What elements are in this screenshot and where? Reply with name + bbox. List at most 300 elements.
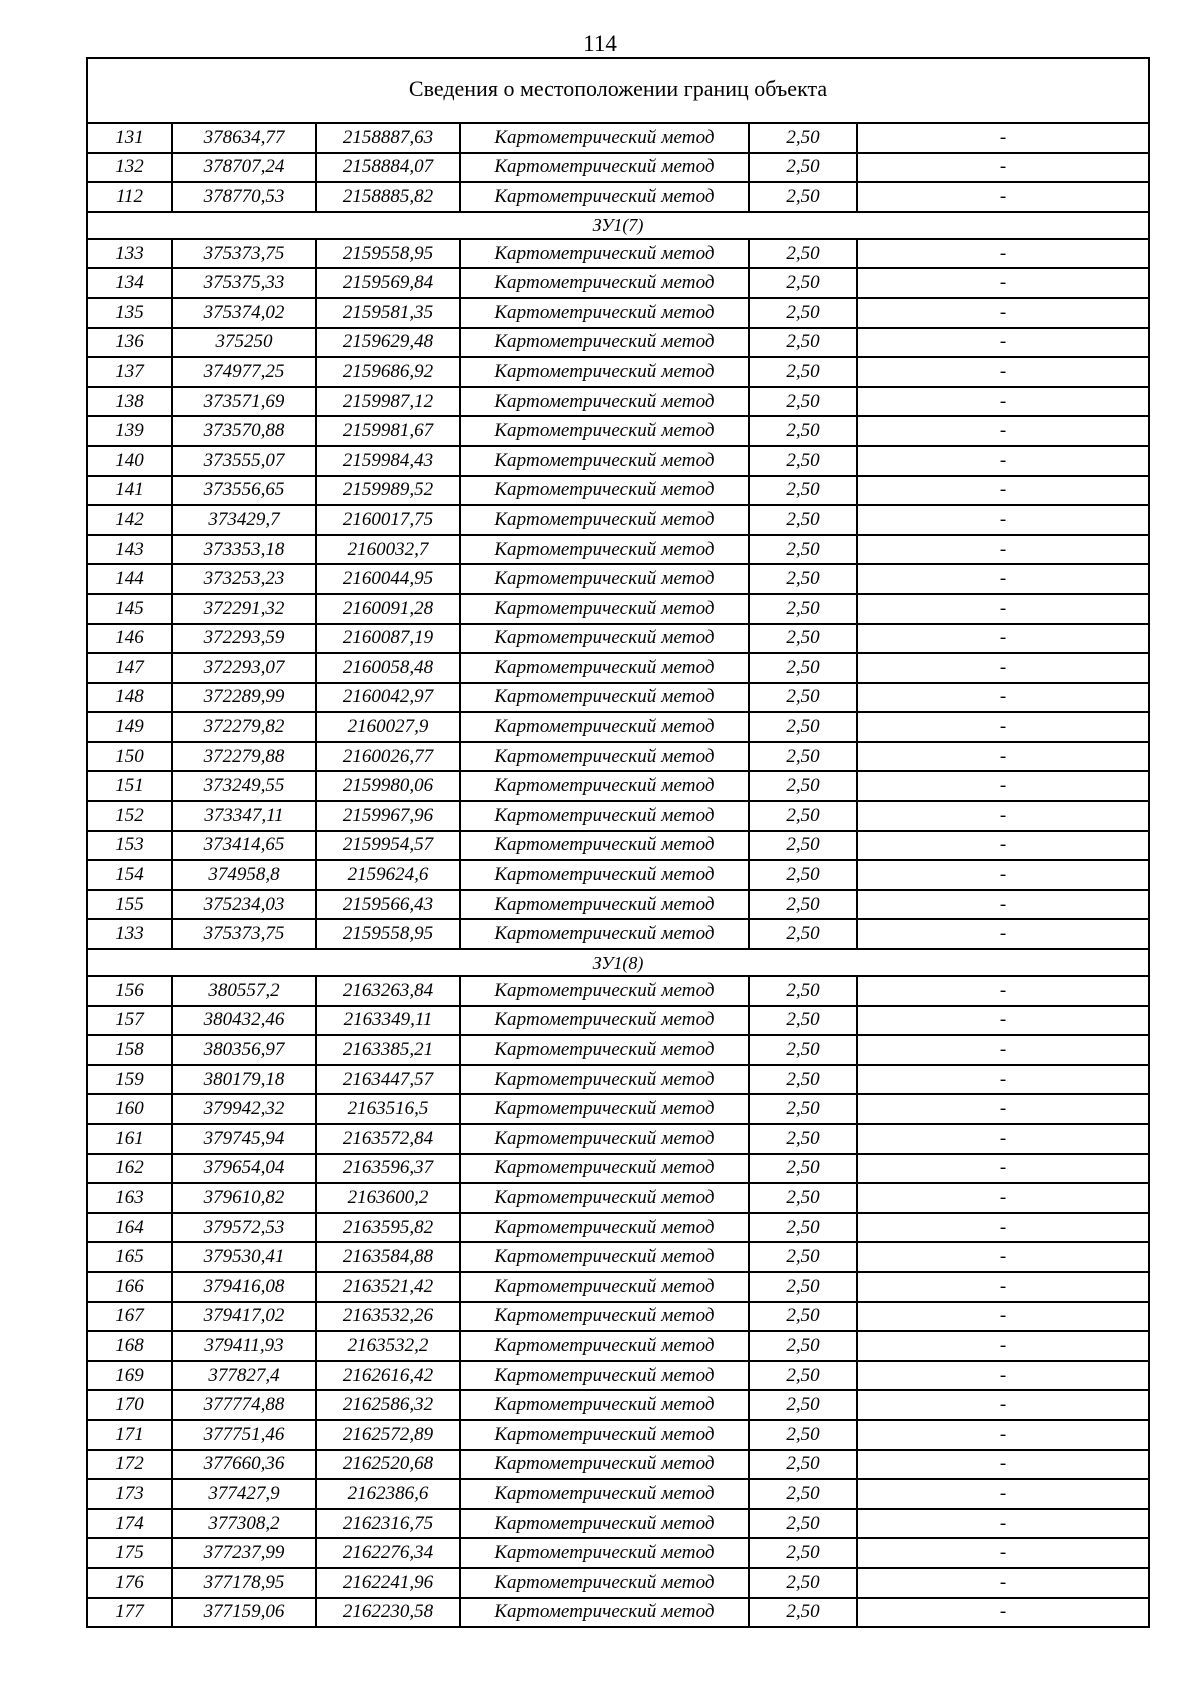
cell-point-number: 160 <box>87 1094 172 1124</box>
table-row <box>87 239 1149 269</box>
cell-point-number: 173 <box>87 1479 172 1509</box>
table-row <box>87 712 1149 742</box>
cell-description: - <box>857 535 1149 565</box>
cell-coord-y: 2162572,89 <box>316 1420 460 1450</box>
table-row <box>87 446 1149 476</box>
cell-coord-y: 2159984,43 <box>316 446 460 476</box>
section-row <box>87 212 1149 239</box>
cell-accuracy: 2,50 <box>749 1420 857 1450</box>
cell-accuracy: 2,50 <box>749 1124 857 1154</box>
cell-point-number: 144 <box>87 564 172 594</box>
cell-coord-x: 373570,88 <box>172 416 316 446</box>
cell-coord-y: 2160044,95 <box>316 564 460 594</box>
cell-description: - <box>857 890 1149 920</box>
cell-point-number: 168 <box>87 1331 172 1361</box>
cell-coord-y: 2160027,9 <box>316 712 460 742</box>
cell-description: - <box>857 239 1149 269</box>
cell-point-number: 142 <box>87 505 172 535</box>
cell-description: - <box>857 594 1149 624</box>
cell-coord-y: 2163532,2 <box>316 1331 460 1361</box>
cell-coord-y: 2163572,84 <box>316 1124 460 1154</box>
cell-coord-x: 378707,24 <box>172 153 316 183</box>
table-row <box>87 890 1149 920</box>
cell-description: - <box>857 268 1149 298</box>
cell-accuracy: 2,50 <box>749 1302 857 1332</box>
table-row <box>87 976 1149 1006</box>
cell-coord-y: 2163596,37 <box>316 1154 460 1184</box>
cell-description: - <box>857 1361 1149 1391</box>
page-number: 114 <box>583 31 617 56</box>
cell-method: Картометрический метод <box>460 123 749 153</box>
table-row <box>87 328 1149 358</box>
cell-method: Картометрический метод <box>460 1450 749 1480</box>
cell-coord-x: 377178,95 <box>172 1568 316 1598</box>
cell-method: Картометрический метод <box>460 1509 749 1539</box>
cell-coord-x: 377774,88 <box>172 1390 316 1420</box>
cell-description: - <box>857 1509 1149 1539</box>
cell-accuracy: 2,50 <box>749 239 857 269</box>
cell-description: - <box>857 624 1149 654</box>
cell-accuracy: 2,50 <box>749 594 857 624</box>
cell-description: - <box>857 1154 1149 1184</box>
table-row <box>87 594 1149 624</box>
cell-description: - <box>857 976 1149 1006</box>
cell-coord-x: 378770,53 <box>172 182 316 212</box>
cell-coord-y: 2160032,7 <box>316 535 460 565</box>
table-row <box>87 771 1149 801</box>
table-row <box>87 801 1149 831</box>
cell-point-number: 152 <box>87 801 172 831</box>
cell-point-number: 169 <box>87 1361 172 1391</box>
cell-point-number: 148 <box>87 683 172 713</box>
cell-coord-x: 373249,55 <box>172 771 316 801</box>
cell-coord-x: 379572,53 <box>172 1213 316 1243</box>
cell-description: - <box>857 182 1149 212</box>
cell-point-number: 136 <box>87 328 172 358</box>
table-row <box>87 1420 1149 1450</box>
cell-description: - <box>857 1450 1149 1480</box>
cell-method: Картометрический метод <box>460 890 749 920</box>
table-row <box>87 1390 1149 1420</box>
cell-method: Картометрический метод <box>460 387 749 417</box>
cell-accuracy: 2,50 <box>749 712 857 742</box>
cell-method: Картометрический метод <box>460 1568 749 1598</box>
table-row <box>87 1509 1149 1539</box>
table-row <box>87 831 1149 861</box>
cell-description: - <box>857 1094 1149 1124</box>
cell-description: - <box>857 1479 1149 1509</box>
cell-point-number: 151 <box>87 771 172 801</box>
cell-point-number: 135 <box>87 298 172 328</box>
cell-accuracy: 2,50 <box>749 123 857 153</box>
cell-method: Картометрический метод <box>460 268 749 298</box>
cell-accuracy: 2,50 <box>749 653 857 683</box>
cell-coord-y: 2162616,42 <box>316 1361 460 1391</box>
cell-coord-y: 2163532,26 <box>316 1302 460 1332</box>
cell-coord-x: 380179,18 <box>172 1065 316 1095</box>
cell-method: Картометрический метод <box>460 771 749 801</box>
cell-accuracy: 2,50 <box>749 1568 857 1598</box>
cell-coord-y: 2159954,57 <box>316 831 460 861</box>
cell-accuracy: 2,50 <box>749 1094 857 1124</box>
cell-coord-x: 373429,7 <box>172 505 316 535</box>
cell-coord-y: 2159967,96 <box>316 801 460 831</box>
cell-accuracy: 2,50 <box>749 446 857 476</box>
table-row <box>87 1479 1149 1509</box>
cell-accuracy: 2,50 <box>749 1450 857 1480</box>
table-row <box>87 153 1149 183</box>
cell-accuracy: 2,50 <box>749 1331 857 1361</box>
cell-accuracy: 2,50 <box>749 1361 857 1391</box>
cell-coord-x: 375373,75 <box>172 239 316 269</box>
cell-method: Картометрический метод <box>460 976 749 1006</box>
cell-accuracy: 2,50 <box>749 298 857 328</box>
table-row <box>87 1242 1149 1272</box>
cell-description: - <box>857 742 1149 772</box>
cell-method: Картометрический метод <box>460 1302 749 1332</box>
cell-description: - <box>857 416 1149 446</box>
table-row <box>87 683 1149 713</box>
cell-description: - <box>857 1331 1149 1361</box>
cell-accuracy: 2,50 <box>749 1213 857 1243</box>
cell-coord-y: 2163584,88 <box>316 1242 460 1272</box>
cell-coord-x: 375374,02 <box>172 298 316 328</box>
cell-accuracy: 2,50 <box>749 624 857 654</box>
cell-method: Картометрический метод <box>460 653 749 683</box>
cell-coord-y: 2162316,75 <box>316 1509 460 1539</box>
cell-point-number: 133 <box>87 239 172 269</box>
cell-coord-x: 372293,07 <box>172 653 316 683</box>
cell-description: - <box>857 123 1149 153</box>
cell-coord-y: 2159581,35 <box>316 298 460 328</box>
cell-method: Картометрический метод <box>460 712 749 742</box>
cell-method: Картометрический метод <box>460 1420 749 1450</box>
cell-method: Картометрический метод <box>460 564 749 594</box>
table-title: Сведения о местоположении границ объекта <box>87 58 1149 123</box>
table-row <box>87 1035 1149 1065</box>
cell-method: Картометрический метод <box>460 860 749 890</box>
cell-coord-x: 379416,08 <box>172 1272 316 1302</box>
cell-accuracy: 2,50 <box>749 182 857 212</box>
cell-point-number: 177 <box>87 1598 172 1628</box>
cell-accuracy: 2,50 <box>749 1479 857 1509</box>
table-row <box>87 1124 1149 1154</box>
cell-point-number: 164 <box>87 1213 172 1243</box>
table-row <box>87 1302 1149 1332</box>
cell-coord-y: 2159558,95 <box>316 919 460 949</box>
table-row <box>87 505 1149 535</box>
cell-coord-y: 2160042,97 <box>316 683 460 713</box>
cell-description: - <box>857 1124 1149 1154</box>
cell-accuracy: 2,50 <box>749 535 857 565</box>
cell-accuracy: 2,50 <box>749 1538 857 1568</box>
cell-coord-y: 2163447,57 <box>316 1065 460 1095</box>
cell-coord-y: 2159989,52 <box>316 476 460 506</box>
cell-coord-y: 2162276,34 <box>316 1538 460 1568</box>
cell-coord-y: 2158887,63 <box>316 123 460 153</box>
cell-coord-y: 2159558,95 <box>316 239 460 269</box>
cell-point-number: 140 <box>87 446 172 476</box>
cell-method: Картометрический метод <box>460 1479 749 1509</box>
cell-coord-y: 2163595,82 <box>316 1213 460 1243</box>
table-row <box>87 1450 1149 1480</box>
cell-coord-y: 2159686,92 <box>316 357 460 387</box>
cell-accuracy: 2,50 <box>749 1065 857 1095</box>
cell-method: Картометрический метод <box>460 683 749 713</box>
cell-method: Картометрический метод <box>460 1035 749 1065</box>
cell-description: - <box>857 801 1149 831</box>
table-row <box>87 182 1149 212</box>
cell-accuracy: 2,50 <box>749 801 857 831</box>
table-row <box>87 1272 1149 1302</box>
cell-coord-x: 379411,93 <box>172 1331 316 1361</box>
cell-point-number: 155 <box>87 890 172 920</box>
cell-coord-x: 373571,69 <box>172 387 316 417</box>
cell-coord-x: 377660,36 <box>172 1450 316 1480</box>
cell-description: - <box>857 1065 1149 1095</box>
cell-coord-x: 377751,46 <box>172 1420 316 1450</box>
cell-coord-x: 373414,65 <box>172 831 316 861</box>
cell-description: - <box>857 1568 1149 1598</box>
cell-accuracy: 2,50 <box>749 683 857 713</box>
cell-coord-x: 375250 <box>172 328 316 358</box>
cell-method: Картометрический метод <box>460 919 749 949</box>
cell-coord-x: 377827,4 <box>172 1361 316 1391</box>
cell-method: Картометрический метод <box>460 1538 749 1568</box>
cell-point-number: 175 <box>87 1538 172 1568</box>
cell-point-number: 161 <box>87 1124 172 1154</box>
table-row <box>87 1094 1149 1124</box>
cell-point-number: 139 <box>87 416 172 446</box>
cell-method: Картометрический метод <box>460 357 749 387</box>
cell-coord-y: 2160017,75 <box>316 505 460 535</box>
cell-accuracy: 2,50 <box>749 564 857 594</box>
cell-point-number: 159 <box>87 1065 172 1095</box>
cell-coord-x: 372289,99 <box>172 683 316 713</box>
cell-method: Картометрический метод <box>460 298 749 328</box>
cell-point-number: 149 <box>87 712 172 742</box>
cell-description: - <box>857 1302 1149 1332</box>
cell-coord-x: 372279,82 <box>172 712 316 742</box>
cell-description: - <box>857 357 1149 387</box>
table-row <box>87 298 1149 328</box>
cell-method: Картометрический метод <box>460 1124 749 1154</box>
cell-method: Картометрический метод <box>460 476 749 506</box>
cell-point-number: 157 <box>87 1006 172 1036</box>
cell-coord-y: 2158885,82 <box>316 182 460 212</box>
cell-description: - <box>857 446 1149 476</box>
cell-coord-y: 2162241,96 <box>316 1568 460 1598</box>
cell-coord-y: 2159566,43 <box>316 890 460 920</box>
cell-method: Картометрический метод <box>460 416 749 446</box>
cell-coord-y: 2162230,58 <box>316 1598 460 1628</box>
cell-point-number: 138 <box>87 387 172 417</box>
cell-point-number: 156 <box>87 976 172 1006</box>
cell-point-number: 131 <box>87 123 172 153</box>
table-body <box>87 58 1149 1627</box>
cell-coord-y: 2160026,77 <box>316 742 460 772</box>
cell-coord-y: 2160087,19 <box>316 624 460 654</box>
cell-method: Картометрический метод <box>460 1183 749 1213</box>
cell-coord-y: 2162520,68 <box>316 1450 460 1480</box>
cell-accuracy: 2,50 <box>749 1035 857 1065</box>
cell-accuracy: 2,50 <box>749 505 857 535</box>
cell-point-number: 150 <box>87 742 172 772</box>
cell-method: Картометрический метод <box>460 1598 749 1628</box>
cell-coord-y: 2159624,6 <box>316 860 460 890</box>
cell-method: Картометрический метод <box>460 1154 749 1184</box>
cell-method: Картометрический метод <box>460 1065 749 1095</box>
section-label: ЗУ1(8) <box>87 949 1149 976</box>
cell-method: Картометрический метод <box>460 239 749 269</box>
table-row <box>87 1598 1149 1628</box>
cell-coord-y: 2159981,67 <box>316 416 460 446</box>
cell-method: Картометрический метод <box>460 801 749 831</box>
cell-coord-x: 378634,77 <box>172 123 316 153</box>
cell-coord-x: 374958,8 <box>172 860 316 890</box>
cell-coord-x: 373353,18 <box>172 535 316 565</box>
cell-method: Картометрический метод <box>460 594 749 624</box>
cell-coord-y: 2163521,42 <box>316 1272 460 1302</box>
table-row <box>87 123 1149 153</box>
cell-description: - <box>857 1272 1149 1302</box>
cell-description: - <box>857 683 1149 713</box>
cell-coord-x: 373347,11 <box>172 801 316 831</box>
cell-coord-x: 372279,88 <box>172 742 316 772</box>
cell-coord-x: 379417,02 <box>172 1302 316 1332</box>
cell-description: - <box>857 153 1149 183</box>
cell-accuracy: 2,50 <box>749 1154 857 1184</box>
table-row <box>87 653 1149 683</box>
cell-coord-y: 2163349,11 <box>316 1006 460 1036</box>
cell-coord-y: 2158884,07 <box>316 153 460 183</box>
cell-description: - <box>857 831 1149 861</box>
cell-description: - <box>857 860 1149 890</box>
cell-accuracy: 2,50 <box>749 1006 857 1036</box>
cell-point-number: 154 <box>87 860 172 890</box>
table-row <box>87 416 1149 446</box>
cell-description: - <box>857 298 1149 328</box>
cell-description: - <box>857 1390 1149 1420</box>
table-row <box>87 1183 1149 1213</box>
cell-accuracy: 2,50 <box>749 976 857 1006</box>
cell-coord-x: 379745,94 <box>172 1124 316 1154</box>
table-row <box>87 1213 1149 1243</box>
cell-accuracy: 2,50 <box>749 1598 857 1628</box>
cell-description: - <box>857 1598 1149 1628</box>
cell-point-number: 147 <box>87 653 172 683</box>
cell-coord-x: 375373,75 <box>172 919 316 949</box>
cell-method: Картометрический метод <box>460 1213 749 1243</box>
cell-description: - <box>857 1183 1149 1213</box>
cell-coord-y: 2163600,2 <box>316 1183 460 1213</box>
cell-coord-y: 2163385,21 <box>316 1035 460 1065</box>
cell-description: - <box>857 1538 1149 1568</box>
cell-method: Картометрический метод <box>460 624 749 654</box>
cell-point-number: 167 <box>87 1302 172 1332</box>
table-row <box>87 476 1149 506</box>
cell-coord-y: 2159569,84 <box>316 268 460 298</box>
cell-accuracy: 2,50 <box>749 1509 857 1539</box>
cell-description: - <box>857 1242 1149 1272</box>
cell-method: Картометрический метод <box>460 1331 749 1361</box>
cell-coord-x: 373253,23 <box>172 564 316 594</box>
cell-coord-x: 372291,32 <box>172 594 316 624</box>
cell-coord-x: 379610,82 <box>172 1183 316 1213</box>
table-row <box>87 1006 1149 1036</box>
cell-coord-x: 375375,33 <box>172 268 316 298</box>
cell-point-number: 145 <box>87 594 172 624</box>
table-row <box>87 357 1149 387</box>
cell-accuracy: 2,50 <box>749 860 857 890</box>
cell-point-number: 162 <box>87 1154 172 1184</box>
cell-point-number: 141 <box>87 476 172 506</box>
cell-method: Картометрический метод <box>460 742 749 772</box>
section-label: ЗУ1(7) <box>87 212 1149 239</box>
cell-coord-x: 377237,99 <box>172 1538 316 1568</box>
cell-point-number: 143 <box>87 535 172 565</box>
cell-coord-y: 2160058,48 <box>316 653 460 683</box>
table-row <box>87 1361 1149 1391</box>
cell-coord-x: 377427,9 <box>172 1479 316 1509</box>
table-title-row <box>87 58 1149 123</box>
table-row <box>87 860 1149 890</box>
cell-coord-y: 2162386,6 <box>316 1479 460 1509</box>
cell-coord-y: 2163516,5 <box>316 1094 460 1124</box>
cell-coord-y: 2159629,48 <box>316 328 460 358</box>
boundary-coordinates-table <box>86 57 1150 1628</box>
cell-method: Картометрический метод <box>460 182 749 212</box>
cell-accuracy: 2,50 <box>749 1242 857 1272</box>
cell-point-number: 171 <box>87 1420 172 1450</box>
section-row <box>87 949 1149 976</box>
cell-point-number: 172 <box>87 1450 172 1480</box>
cell-coord-x: 380356,97 <box>172 1035 316 1065</box>
cell-coord-x: 379530,41 <box>172 1242 316 1272</box>
cell-accuracy: 2,50 <box>749 416 857 446</box>
cell-coord-x: 379654,04 <box>172 1154 316 1184</box>
cell-point-number: 137 <box>87 357 172 387</box>
cell-description: - <box>857 653 1149 683</box>
cell-method: Картометрический метод <box>460 831 749 861</box>
cell-method: Картометрический метод <box>460 535 749 565</box>
cell-coord-y: 2160091,28 <box>316 594 460 624</box>
cell-coord-x: 375234,03 <box>172 890 316 920</box>
cell-accuracy: 2,50 <box>749 153 857 183</box>
cell-coord-x: 374977,25 <box>172 357 316 387</box>
cell-accuracy: 2,50 <box>749 1390 857 1420</box>
cell-description: - <box>857 387 1149 417</box>
cell-accuracy: 2,50 <box>749 387 857 417</box>
cell-point-number: 132 <box>87 153 172 183</box>
cell-point-number: 146 <box>87 624 172 654</box>
cell-description: - <box>857 919 1149 949</box>
cell-accuracy: 2,50 <box>749 328 857 358</box>
cell-description: - <box>857 328 1149 358</box>
cell-description: - <box>857 1420 1149 1450</box>
cell-coord-y: 2159980,06 <box>316 771 460 801</box>
cell-point-number: 174 <box>87 1509 172 1539</box>
cell-description: - <box>857 1035 1149 1065</box>
cell-point-number: 112 <box>87 182 172 212</box>
table-row <box>87 624 1149 654</box>
cell-point-number: 153 <box>87 831 172 861</box>
cell-coord-y: 2163263,84 <box>316 976 460 1006</box>
cell-accuracy: 2,50 <box>749 268 857 298</box>
cell-point-number: 165 <box>87 1242 172 1272</box>
cell-point-number: 176 <box>87 1568 172 1598</box>
cell-coord-x: 377159,06 <box>172 1598 316 1628</box>
